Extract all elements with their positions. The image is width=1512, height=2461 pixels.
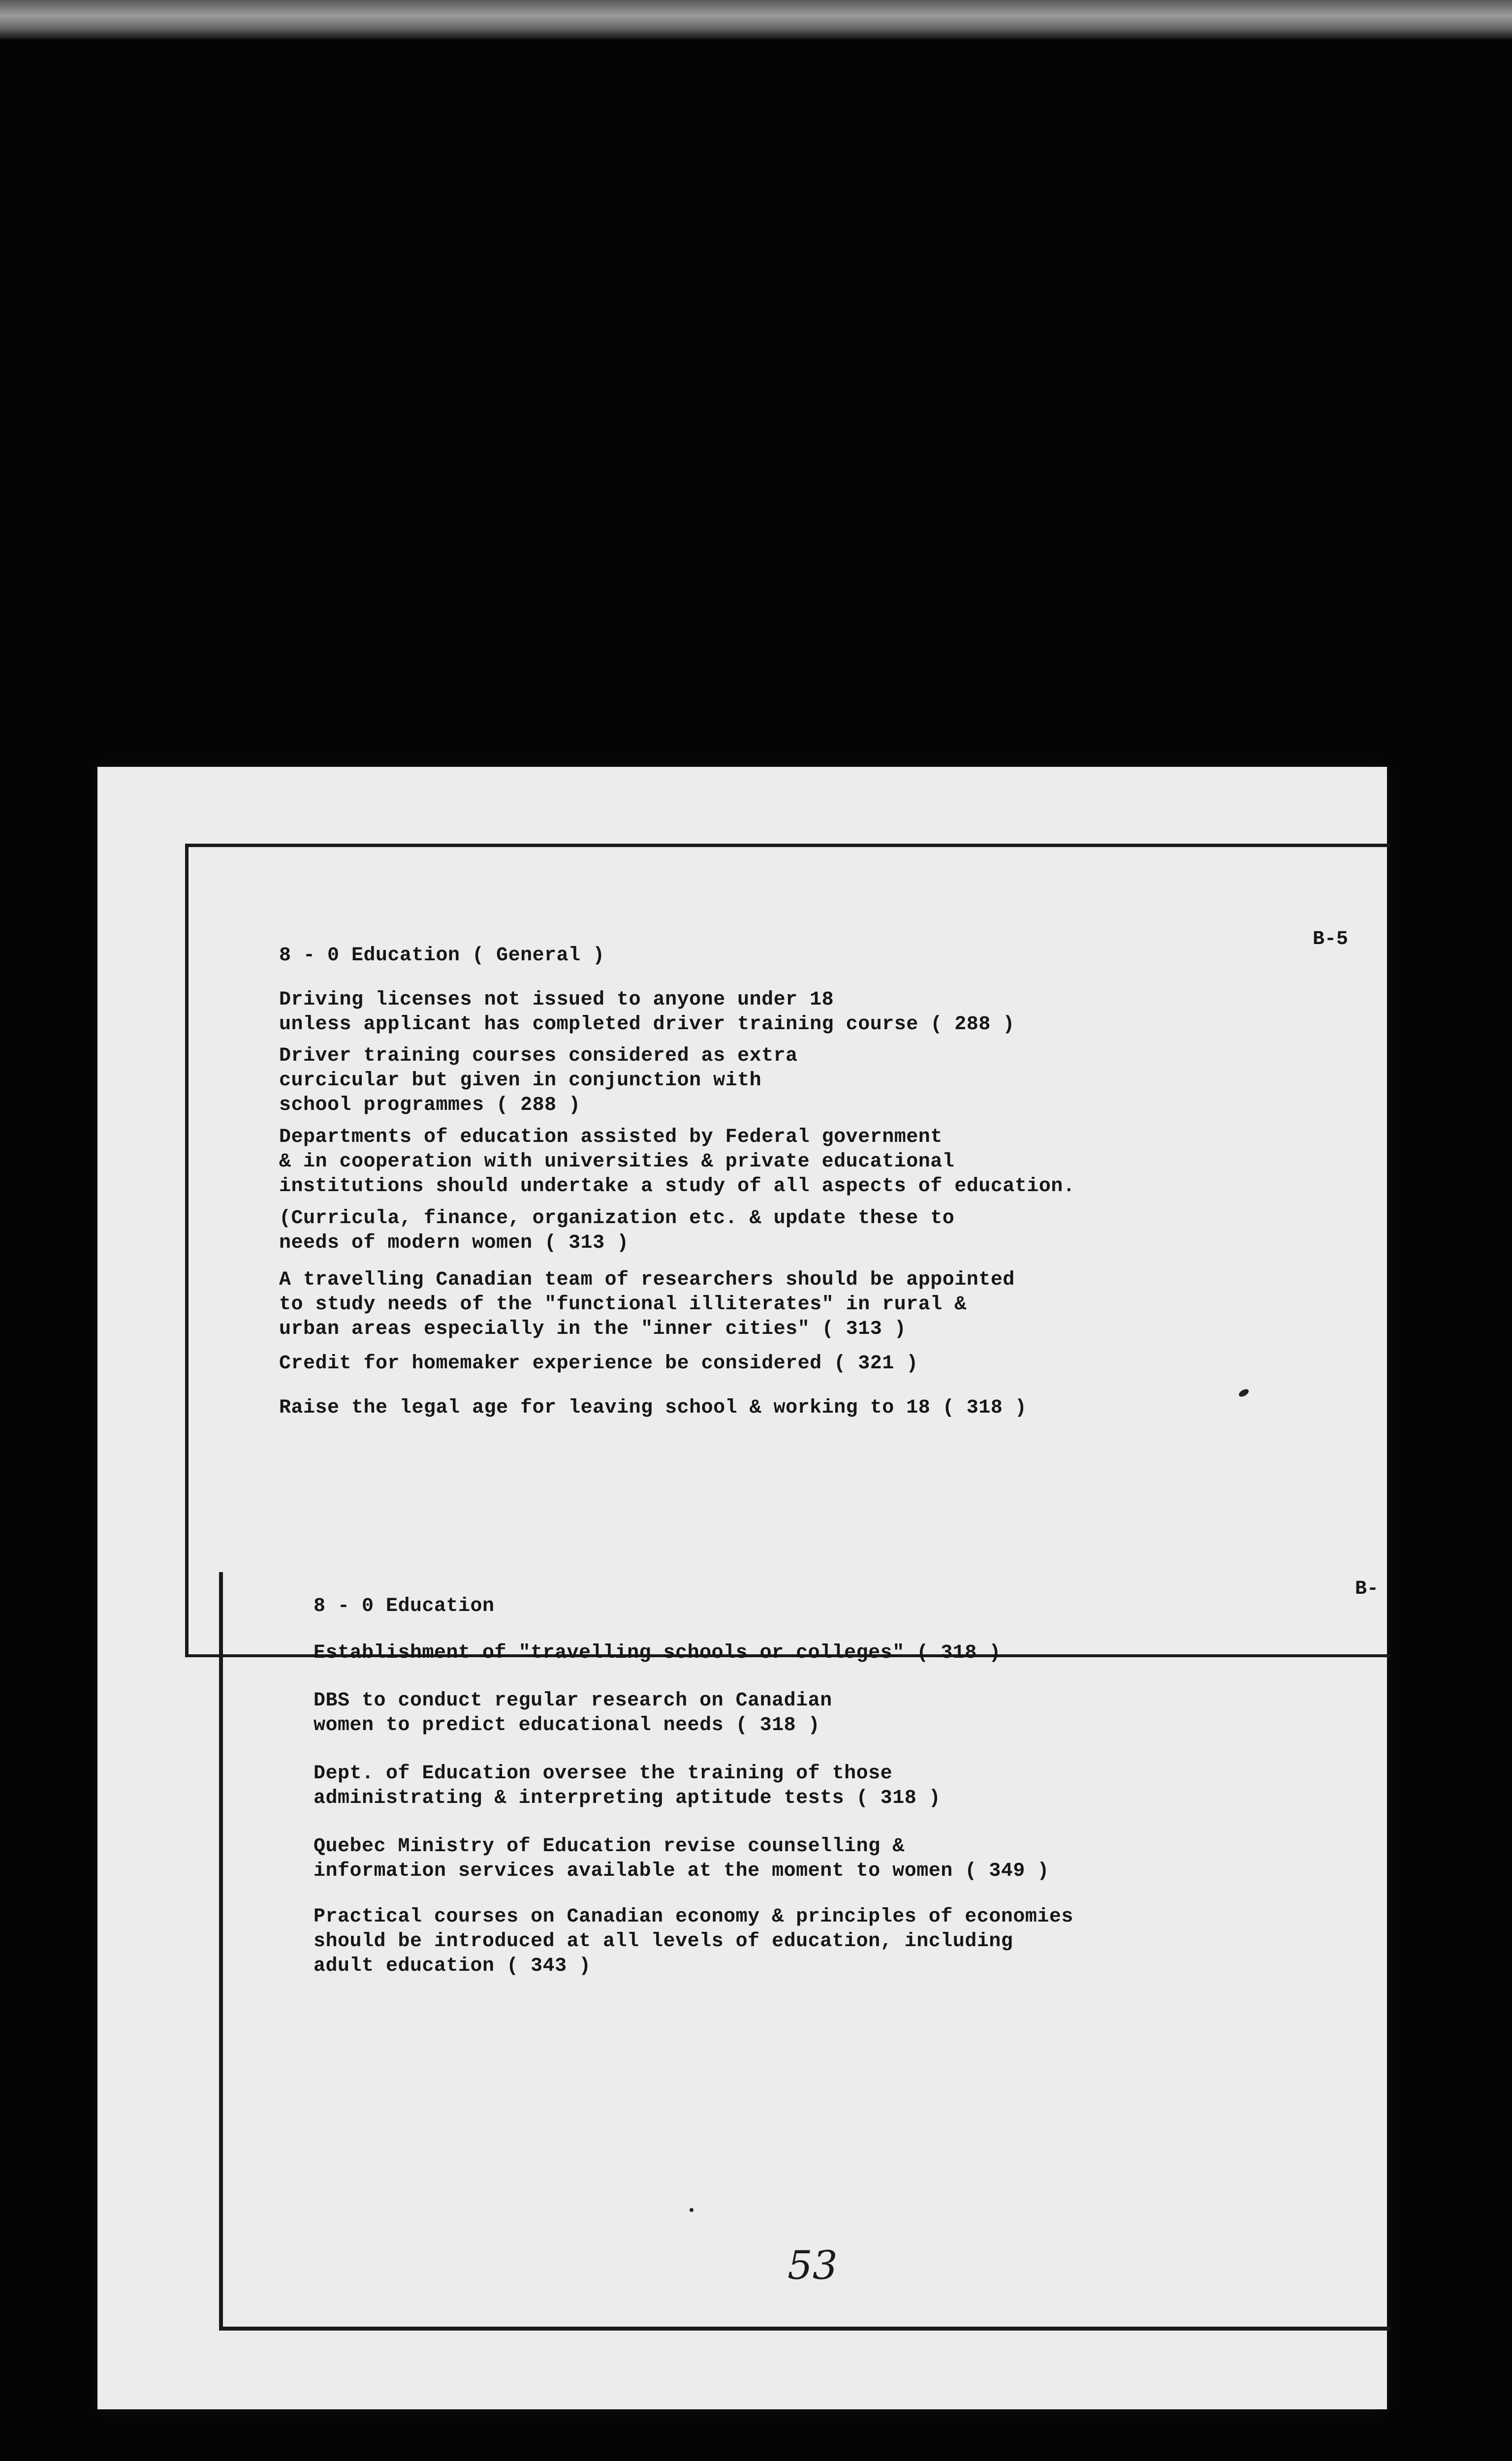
page-number: 53 [788, 2242, 838, 2288]
card-entry: Credit for homemaker experience be considered ( 321 ) [279, 1353, 918, 1375]
card-code: B-5 [1313, 928, 1349, 950]
card-entry: Departments of education assisted by Federal government & in cooperation with universities & private educational institutions should undertake a study of all aspects of education. [279, 1126, 1075, 1198]
card-entry: Dept. of Education oversee the training of those administrating & interpreting aptitude tests ( 318 ) [314, 1763, 941, 1809]
card-heading: 8 - 0 Education ( General ) [279, 945, 605, 967]
card-entry: Driving licenses not issued to anyone under 18 unless applicant has completed driver training course ( 288 ) [279, 989, 1015, 1036]
index-card-1 [185, 844, 1390, 1657]
card-entry: Quebec Ministry of Education revise counselling & information services available at the moment to women ( 349 ) [314, 1835, 1049, 1882]
card-entry: Establishment of "travelling schools or colleges" ( 318 ) [314, 1642, 1001, 1664]
card-entry: DBS to conduct regular research on Canadian women to predict educational needs ( 318 ) [314, 1690, 832, 1736]
ink-speck [690, 2208, 693, 2212]
card-entry: Practical courses on Canadian economy & principles of economies should be introduced at all levels of education, including adult education ( 343 ) [314, 1906, 1073, 1977]
index-card-2 [219, 1572, 1391, 2331]
card-entry: (Curricula, finance, organization etc. & update these to needs of modern women ( 313 ) [279, 1207, 955, 1254]
card-entry: Driver training courses considered as extra curcicular but given in conjunction with school programmes ( 288 ) [279, 1045, 798, 1116]
card-code: B- [1355, 1578, 1379, 1600]
card-heading: 8 - 0 Education [314, 1595, 495, 1617]
card-entry: Raise the legal age for leaving school & working to 18 ( 318 ) [279, 1397, 1027, 1419]
document-sheet [97, 767, 1387, 2409]
film-edge [0, 0, 1512, 39]
card-entry: A travelling Canadian team of researchers should be appointed to study needs of the "functional illiterates" in rural & urban areas especially in the "inner cities" ( 313 ) [279, 1269, 1015, 1340]
